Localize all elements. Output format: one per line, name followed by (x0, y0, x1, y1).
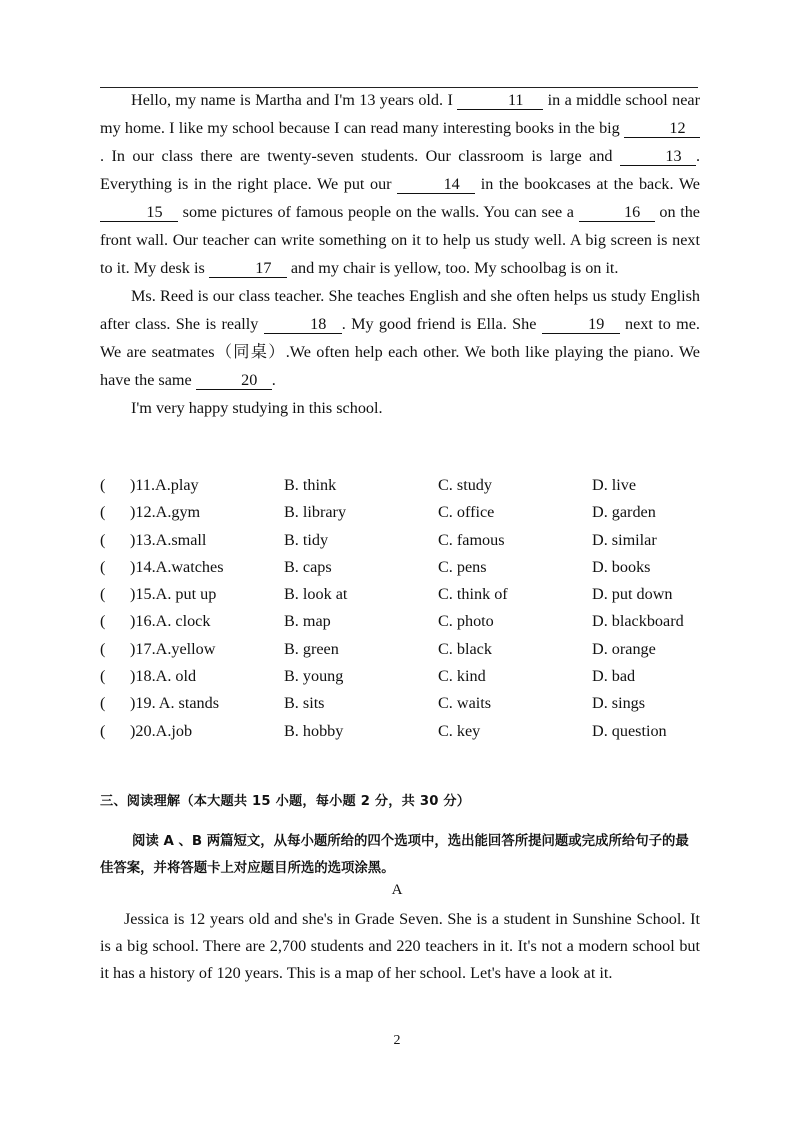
blank-12: 12 (624, 119, 700, 138)
option-row (100, 531, 720, 558)
cloze-paragraph-2 (100, 282, 700, 394)
text-run: in a middle school near my home. I like my school because I can read many interesting books in the big (100, 91, 700, 137)
option-c: C. photo (438, 612, 494, 631)
option-row (100, 558, 720, 585)
option-d: D. garden (592, 503, 656, 522)
reading-passage (100, 906, 700, 987)
option-a: )15.A. put up (130, 585, 217, 604)
option-d: D. live (592, 476, 637, 494)
option-a: )20.A.job (130, 721, 193, 740)
option-c: C. waits (438, 694, 492, 713)
option-b: B. young (284, 667, 344, 686)
answer-paren[interactable]: ( (100, 585, 106, 604)
answer-paren[interactable]: ( (100, 667, 106, 686)
options-table (100, 476, 720, 749)
option-b: B. sits (284, 694, 325, 713)
blank-16: 16 (579, 203, 655, 222)
option-b: B. look at (284, 585, 348, 604)
text-run: on the front wall. Our teacher can write something on it to help us study well. A big screen is next to it. My desk is (100, 203, 700, 277)
option-d: D. put down (592, 585, 673, 604)
text-run: in the bookcases at the back. We (475, 175, 700, 193)
text-run: . (271, 371, 276, 389)
option-row (100, 612, 720, 639)
text-run: . My good friend is Ella. She (341, 315, 542, 333)
answer-paren[interactable]: ( (100, 721, 106, 740)
option-c: C. famous (438, 530, 505, 549)
option-row (100, 694, 720, 721)
option-c: C. study (438, 476, 492, 494)
answer-paren[interactable]: ( (100, 639, 106, 658)
text-run: some pictures of famous people on the walls. You can see a (178, 203, 579, 221)
cloze-paragraph-3: I'm very happy studying in this school. (131, 399, 383, 417)
text-run: Ms. Reed is our class teacher. She teaches English and she often helps us study English after class. She is really (100, 287, 700, 333)
blank-11: 11 (457, 91, 543, 110)
option-b: B. map (284, 612, 331, 631)
page-number: 2 (393, 1033, 401, 1048)
option-row (100, 722, 720, 749)
option-c: C. pens (438, 557, 487, 576)
answer-paren[interactable]: ( (100, 694, 106, 713)
blank-20: 20 (196, 371, 272, 390)
option-a: )13.A.small (130, 530, 207, 549)
blank-17: 17 (209, 259, 287, 278)
option-c: C. office (438, 503, 495, 522)
option-b: B. tidy (284, 530, 329, 549)
text-run: and my chair is yellow, too. My schoolbag is on it. (286, 259, 619, 277)
blank-18: 18 (264, 315, 342, 334)
answer-paren[interactable]: ( (100, 476, 106, 494)
answer-paren[interactable]: ( (100, 530, 106, 549)
option-b: B. think (284, 476, 337, 494)
blank-14: 14 (397, 175, 475, 194)
option-a: )12.A.gym (130, 503, 201, 522)
option-a: )18.A. old (130, 667, 197, 686)
option-c: C. key (438, 721, 481, 740)
option-row (100, 667, 720, 694)
option-c: C. black (438, 639, 492, 658)
option-row (100, 503, 720, 530)
option-row (100, 476, 720, 503)
option-b: B. library (284, 503, 347, 522)
option-b: B. green (284, 639, 339, 658)
text-run: Hello, my name is Martha and I'm 13 years old. I (131, 91, 458, 109)
answer-paren[interactable]: ( (100, 557, 106, 576)
option-d: D. blackboard (592, 612, 684, 631)
section-heading: 三、阅读理解（本大题共 15 小题，每小题 2 分，共 30 分） (100, 794, 471, 809)
cloze-paragraph-1 (100, 86, 700, 282)
option-a: )16.A. clock (130, 612, 211, 631)
blank-13: 13 (620, 147, 696, 166)
option-c: C. kind (438, 667, 486, 686)
option-d: D. orange (592, 639, 656, 658)
option-a: )17.A.yellow (130, 639, 216, 658)
answer-paren[interactable]: ( (100, 503, 106, 522)
option-a: )14.A.watches (130, 557, 224, 576)
option-row (100, 640, 720, 667)
section-instruction (100, 828, 700, 882)
option-b: B. hobby (284, 721, 344, 740)
option-d: D. books (592, 557, 651, 576)
option-c: C. think of (438, 585, 508, 604)
cloze-passage (100, 86, 700, 422)
option-d: D. bad (592, 667, 636, 686)
instruction-text: 阅读 A 、B 两篇短文，从每小题所给的四个选项中，选出能回答所提问题或完成所给句子的最佳答案，并将答题卡上对应题目所选的选项涂黑。 (100, 834, 689, 876)
option-d: D. sings (592, 694, 646, 713)
option-a: )11.A.play (130, 476, 199, 494)
text-run: next to me. We are seatmates（同桌）.We often help each other. We both like playing the piano. We have the same (100, 315, 700, 389)
option-row (100, 585, 720, 612)
blank-15: 15 (100, 203, 178, 222)
option-d: D. question (592, 721, 667, 740)
blank-19: 19 (542, 315, 620, 334)
option-b: B. caps (284, 557, 332, 576)
part-label: A (391, 882, 403, 898)
option-a: )19. A. stands (130, 694, 220, 713)
text-run: . In our class there are twenty-seven students. Our classroom is large and (100, 147, 620, 165)
reading-paragraph: Jessica is 12 years old and she's in Grade Seven. She is a student in Sunshine School. It is a big school. There are 2,700 students and 220 teachers in it. It's not a modern school but it has a history of 120 years. This is a map of her school. Let's have a look at it. (100, 910, 700, 982)
option-d: D. similar (592, 530, 657, 549)
answer-paren[interactable]: ( (100, 612, 106, 631)
text-run: . Everything is in the right place. We put our (100, 147, 700, 193)
